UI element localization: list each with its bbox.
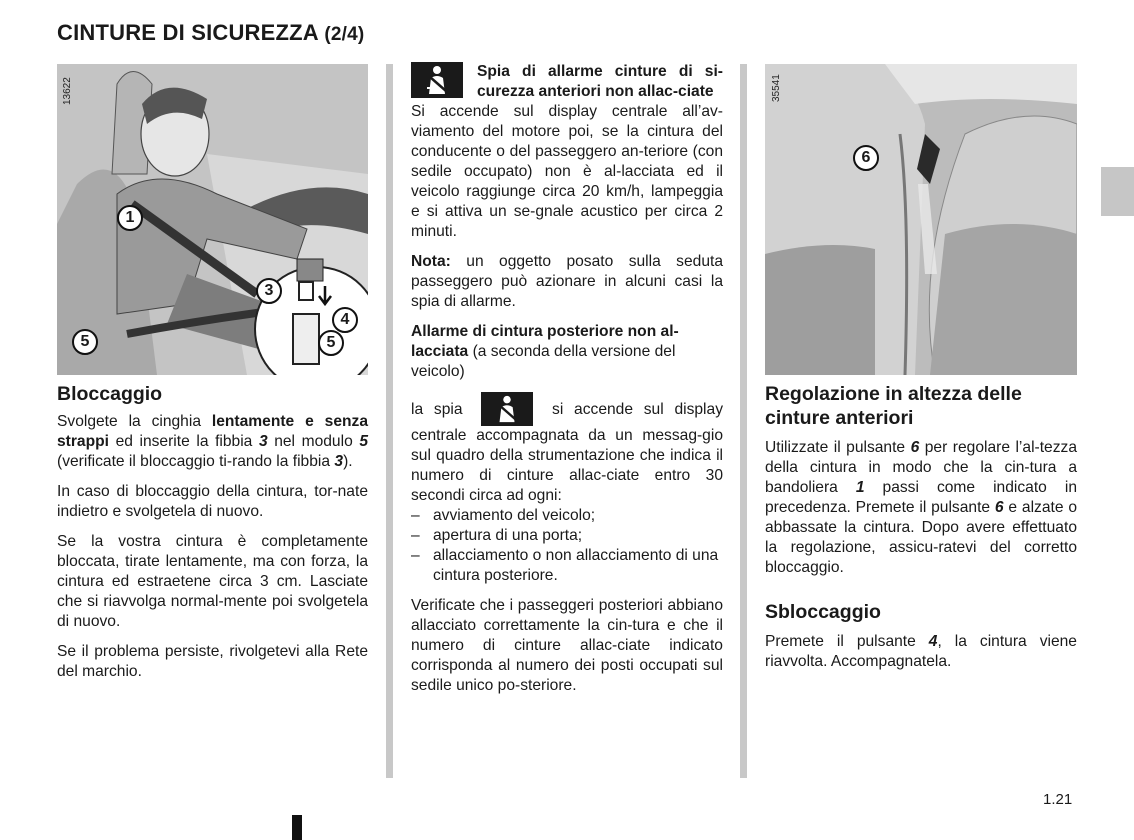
- warning-text: Si accende sul display centrale all’av-viamento del motore poi, se la cintura del conducente o del passeggero an-teriore (con sedile occupato) non è al-lacciata ed il veicolo raggiunge circa 20 km/h, lampeggia e si attiva un se-gnale acustico per circa 2 minuti.: [411, 103, 723, 240]
- car-pillar-figure: [765, 64, 1077, 375]
- section-thumb-tab: [1101, 167, 1134, 216]
- heading-bloccaggio: Bloccaggio: [57, 383, 163, 405]
- callout-5-left: 5: [72, 329, 98, 355]
- final-paragraph: Verificate che i passeggeri posteriori abbiano allacciato correttamente la cin-tura e che il numero di cinture allac-ciate indicato corrisponda al numero dei posti occupati sul sedile unico po-steriore.: [411, 597, 723, 694]
- page-title: CINTURE DI SICUREZZA (2/4): [57, 20, 365, 45]
- column-1: [57, 382, 368, 692]
- seatbelt-warning-icon: [411, 62, 463, 98]
- column-2: [411, 62, 723, 706]
- warning-light-block: [411, 62, 723, 102]
- page-number: 1.21: [1043, 791, 1073, 808]
- note-paragraph: Nota: un oggetto posato sulla seduta passeggero può azionare in alcuni casi la spia di allarme.: [411, 253, 723, 310]
- paragraph-sbloccaggio: Premete il pulsante 4, la cintura viene riavvolta. Accompagnatela.: [765, 633, 1077, 670]
- callout-6: 6: [853, 145, 879, 171]
- list-item: – apertura di una porta;: [411, 526, 723, 546]
- list-item: – allacciamento o non allacciamento di una cintura posteriore.: [411, 546, 723, 586]
- column-separator-1: [386, 64, 393, 778]
- rear-alarm-text: la spia si accende sul display centrale accompagnata da un messag-gio sul quadro della strumentazione che indica il numero di cinture allac-ciate entro 30 secondi circa ad ogni:: [411, 392, 723, 506]
- driver-figure: [57, 64, 368, 375]
- seatbelt-height-adjust-illustration: [765, 64, 1077, 375]
- callout-5-right: 5: [318, 330, 344, 356]
- callout-1: 1: [117, 205, 143, 231]
- paragraph-bloccaggio-2: In caso di bloccaggio della cintura, tor-nate indietro e svolgetela di nuovo.: [57, 483, 368, 520]
- image-code-right: 35541: [771, 74, 782, 102]
- crop-mark: [292, 815, 302, 840]
- callout-3: 3: [256, 278, 282, 304]
- paragraph-regolazione: Utilizzate il pulsante 6 per regolare l’al-tezza della cintura in modo che la cin-tura a bandoliera 1 passi come indicato in precedenza. Premete il pulsante 6 e alzate o abbassate la cintura. Dopo avere effettuato la regolazione, assicu-ratevi del corretto bloccaggio.: [765, 439, 1077, 576]
- seatbelt-fastening-illustration: [57, 64, 368, 375]
- column-separator-2: [740, 64, 747, 778]
- paragraph-bloccaggio-4: Se il problema persiste, rivolgetevi alla Rete del marchio.: [57, 643, 368, 680]
- list-item: – avviamento del veicolo;: [411, 506, 723, 526]
- rear-alarm-title: Allarme di cintura posteriore non al-lacciata (a seconda della versione del veicolo): [411, 323, 679, 380]
- paragraph-bloccaggio-1: Svolgete la cinghia lentamente e senza strappi ed inserite la fibbia 3 nel modulo 5 (verificate il bloccaggio ti-rando la fibbia 3).: [57, 413, 369, 470]
- paragraph-bloccaggio-3: Se la vostra cintura è completamente bloccata, tirate lentamente, ma con forza, la cintura ed estraetene circa 3 cm. Lasciate che si riavvolga normal-mente poi svolgetela di nuovo.: [57, 533, 368, 630]
- image-code-left: 13622: [62, 77, 73, 105]
- column-3: [765, 382, 1077, 682]
- heading-regolazione: Regolazione in altezza delle cinture anteriori: [765, 383, 1022, 429]
- rear-alarm-list: [411, 506, 723, 586]
- seatbelt-rear-icon: [481, 392, 533, 426]
- heading-sbloccaggio: Sbloccaggio: [765, 601, 881, 623]
- warning-title: Spia di allarme cinture di si-curezza anteriori non allac-ciate: [477, 63, 723, 100]
- callout-4: 4: [332, 307, 358, 333]
